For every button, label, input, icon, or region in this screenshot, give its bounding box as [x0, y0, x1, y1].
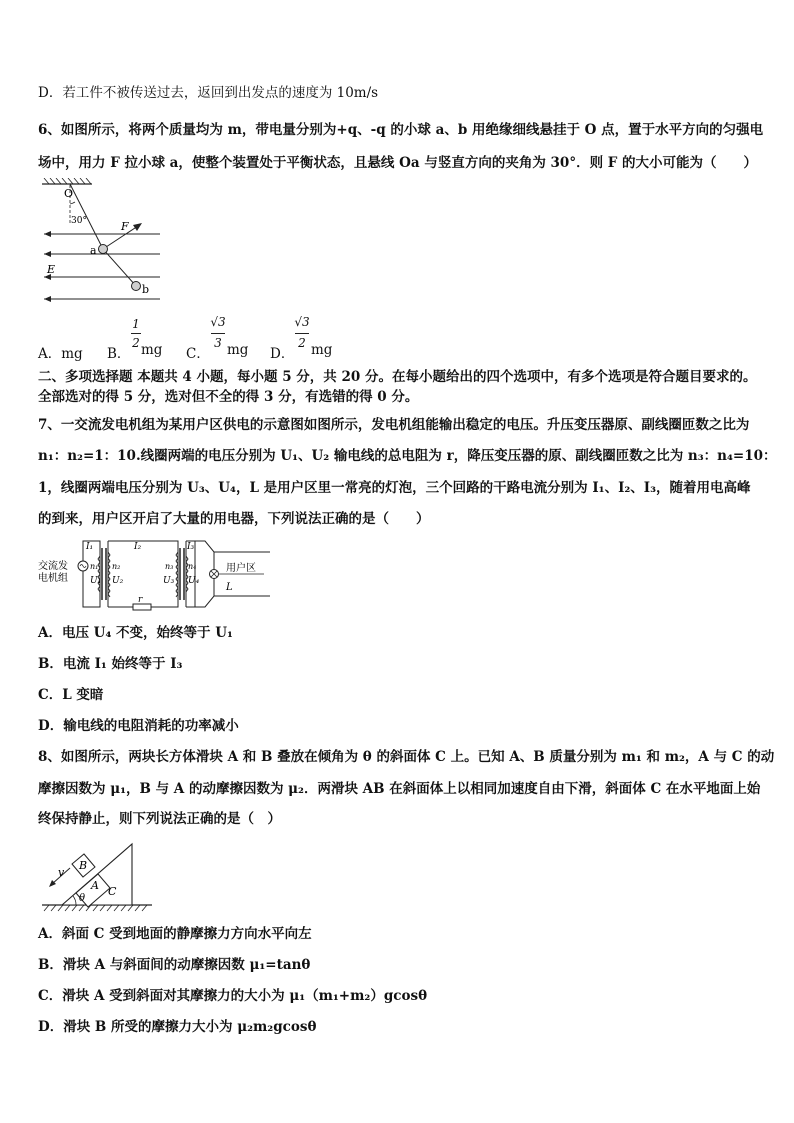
- q6-option-c-numerator: √3: [210, 315, 226, 329]
- q6-option-d-suffix: mg: [311, 342, 333, 358]
- fig8-label-v: v: [58, 866, 65, 879]
- q6-option-b-prefix: B．: [107, 346, 131, 362]
- q6-option-b-denominator: 2: [132, 336, 140, 350]
- q7-stem-line2: n₁：n₂=1：10.线圈两端的电压分别为 U₁、U₂ 输电线的总电阻为 r，降压变压器的原、副线圈匝数之比为 n₃：n₄=10：: [38, 448, 777, 464]
- fig8-label-theta: θ: [79, 893, 86, 904]
- fig7-label-u4: U₄: [188, 576, 200, 586]
- fig7-label-n2: n₂: [112, 562, 121, 571]
- q7-stem-line4: 的到来，用户区开启了大量的用电器，下列说法正确的是（ ）: [38, 511, 430, 527]
- q6-option-c-denominator: 3: [214, 336, 222, 350]
- fig7-label-n3: n₃: [165, 562, 174, 571]
- fig8-label-a: A: [91, 879, 99, 892]
- q6-option-d-fraction-bar: [295, 333, 309, 334]
- q7-stem-line3: 1，线圈两端电压分别为 U₃、U₄，L 是用户区里一常亮的灯泡，三个回路的干路电流分别为 I₁、I₂、I₃，随着用电高峰: [38, 480, 751, 496]
- fig6-label-b: b: [142, 283, 150, 296]
- fig7-label-u2: U₂: [112, 576, 124, 586]
- fig6-label-angle: 30°: [71, 216, 87, 226]
- q6-option-d-numerator: √3: [294, 315, 310, 329]
- fig7-label-i2: I₂: [134, 542, 142, 552]
- q6-option-c-suffix: mg: [227, 342, 249, 358]
- fig7-label-i1: I₁: [86, 542, 94, 552]
- q7-option-a: A．电压 U₄ 不变，始终等于 U₁: [38, 625, 233, 641]
- fig6-label-f: F: [121, 220, 129, 233]
- fig7-label-i3: I₃: [187, 542, 195, 552]
- fig6-label-e: E: [47, 263, 56, 276]
- fig7-label-n1: n₁: [90, 562, 99, 571]
- fig7-label-u1: U₁: [90, 576, 102, 586]
- q6-option-a: A．mg: [38, 346, 83, 362]
- q6-option-d-prefix: D．: [270, 346, 295, 362]
- q7-option-d: D．输电线的电阻消耗的功率减小: [38, 718, 239, 734]
- fig8-label-c: C: [108, 885, 117, 898]
- fig8-label-b: B: [79, 859, 88, 872]
- fig6-label-o: O: [64, 187, 74, 200]
- fig6-label-a: a: [90, 244, 97, 257]
- q6-option-c-prefix: C．: [186, 346, 210, 362]
- fig7-label-l: L: [226, 582, 233, 593]
- q6-option-b-numerator: 1: [132, 317, 140, 331]
- section2-heading-line2: 全部选对的得 5 分，选对但不全的得 3 分，有选错的得 0 分。: [38, 389, 419, 405]
- q6-option-d-denominator: 2: [298, 336, 306, 350]
- q7-stem-line1: 7、一交流发电机组为某用户区供电的示意图如图所示，发电机组能输出稳定的电压。升压变压器原、副线圈匝数之比为: [38, 417, 750, 433]
- q6-option-b-suffix: mg: [141, 342, 163, 358]
- q7-option-b: B．电流 I₁ 始终等于 I₃: [38, 656, 183, 672]
- section2-heading-line1: 二、多项选择题 本题共 4 小题，每小题 5 分，共 20 分。在每小题给出的四个选项中，有多个选项是符合题目要求的。: [38, 369, 757, 385]
- q6-figure: [38, 178, 168, 306]
- fig7-label-generator-line2: 电机组: [38, 573, 68, 584]
- fig7-label-n4: n₄: [188, 562, 197, 571]
- q7-option-c: C．L 变暗: [38, 687, 104, 703]
- q6-stem-line1: 6、如图所示，将两个质量均为 m，带电量分别为+q、-q 的小球 a、b 用绝缘细线悬挂于 O 点，置于水平方向的匀强电: [38, 122, 764, 138]
- q7-circuit-figure: [38, 538, 270, 614]
- q8-option-c: C．滑块 A 受到斜面对其摩擦力的大小为 μ₁（m₁+m₂）gcosθ: [38, 988, 428, 1004]
- q8-incline-figure: [40, 838, 154, 914]
- q6-option-b-fraction-bar: [131, 333, 141, 334]
- q8-option-a: A．斜面 C 受到地面的静摩擦力方向水平向左: [38, 926, 312, 942]
- q8-option-d: D．滑块 B 所受的摩擦力大小为 μ₂m₂gcosθ: [38, 1019, 317, 1035]
- fig7-label-r: r: [138, 595, 143, 605]
- q8-stem-line2: 摩擦因数为 μ₁，B 与 A 的动摩擦因数为 μ₂．两滑块 AB 在斜面体上以相同加速度自由下滑，斜面体 C 在水平地面上始: [38, 781, 761, 797]
- q5-option-d: D．若工件不被传送过去，返回到出发点的速度为 10m/s: [38, 85, 379, 101]
- q6-option-c-fraction-bar: [211, 333, 225, 334]
- q8-stem-line1: 8、如图所示，两块长方体滑块 A 和 B 叠放在倾角为 θ 的斜面体 C 上。已知 A、B 质量分别为 m₁ 和 m₂，A 与 C 的动: [38, 749, 775, 765]
- fig7-label-user-area: 用户区: [226, 563, 256, 574]
- fig7-label-u3: U₃: [163, 576, 175, 586]
- q6-stem-line2: 场中，用力 F 拉小球 a，使整个装置处于平衡状态，且悬线 Oa 与竖直方向的夹角为 30°．则 F 的大小可能为（ ）: [38, 155, 758, 171]
- q8-option-b: B．滑块 A 与斜面间的动摩擦因数 μ₁=tanθ: [38, 957, 311, 973]
- fig7-label-generator-line1: 交流发: [38, 561, 68, 572]
- q8-stem-line3: 终保持静止，则下列说法正确的是（ ）: [38, 811, 281, 827]
